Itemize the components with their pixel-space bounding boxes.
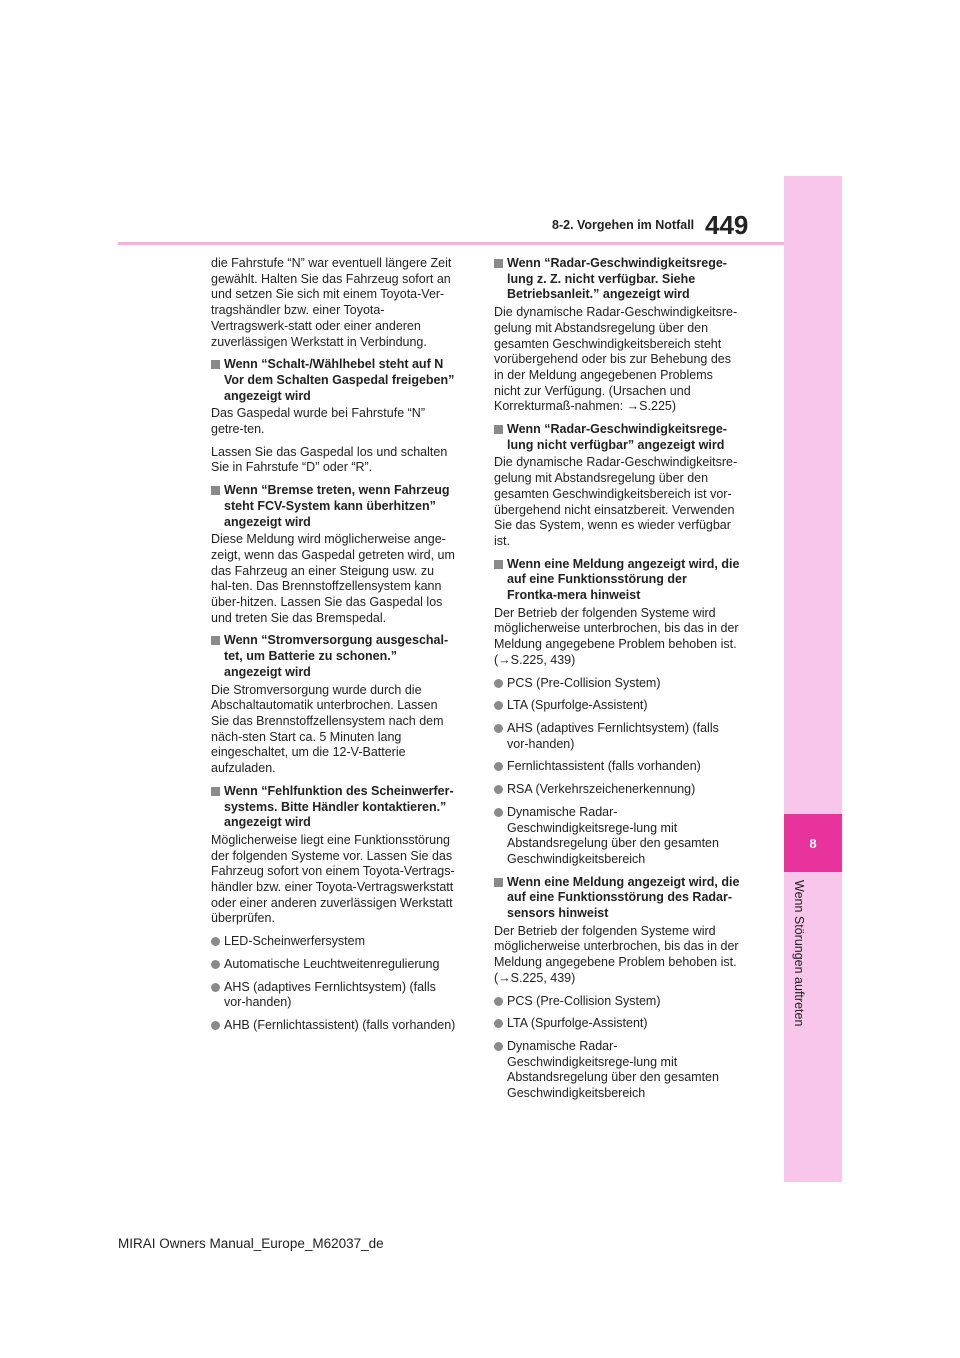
list-item-text: AHS (adaptives Fernlichtsystem) (falls vor-handen) <box>507 720 719 751</box>
round-bullet-icon <box>494 724 503 733</box>
paragraph: Möglicherweise liegt eine Funktionsstörung der folgenden Systeme vor. Lassen Sie das Fahrzeug sofort von einem Toyota-Vertrags-händler bzw. einer Toyota-Vertragswerkstatt oder einer anderen zuverlässigen Werkstatt überprüfen. <box>211 832 455 926</box>
list-item <box>494 759 740 775</box>
heading-text: Wenn “Radar-Geschwindigkeitsrege-lung nicht verfügbar” angezeigt wird <box>507 422 727 452</box>
list-item <box>211 980 457 1011</box>
section-heading <box>494 422 740 453</box>
round-bullet-icon <box>494 679 503 688</box>
paragraph: Diese Meldung wird möglicherweise ange-zeigt, wenn das Gaspedal getreten wird, um das Fahrzeug an einer Steigung usw. zu hal-ten. Das Brennstoffzellensystem kann über-hitzen. Lassen Sie das Gaspedal los und treten Sie das Bremspedal. <box>211 532 455 625</box>
list-item <box>211 934 457 950</box>
square-bullet-icon <box>211 486 220 495</box>
square-bullet-icon <box>494 878 503 887</box>
round-bullet-icon <box>494 997 503 1006</box>
list-item <box>494 1016 740 1032</box>
heading-text: Wenn “Schalt-/Wählhebel steht auf N Vor dem Schalten Gaspedal freigeben” angezeigt wird <box>224 357 455 403</box>
round-bullet-icon <box>494 1042 503 1051</box>
section-heading <box>211 784 457 831</box>
square-bullet-icon <box>211 787 220 796</box>
list-item-text: Dynamische Radar-Geschwindigkeitsrege-lung mit Abstandsregelung über den gesamten Geschwindigkeitsbereich <box>507 804 719 866</box>
round-bullet-icon <box>494 762 503 771</box>
list-item <box>494 721 740 752</box>
list-item <box>211 957 457 973</box>
right-column <box>494 256 740 1109</box>
header-rule <box>118 242 784 245</box>
chapter-title: Wenn Störungen auftreten <box>792 880 806 1027</box>
left-column <box>211 256 457 1041</box>
paragraph: Der Betrieb der folgenden Systeme wird möglicherweise unterbrochen, bis das in der Meldung angegebene Problem behoben ist. (→S.225, 439) <box>494 923 739 985</box>
section-heading <box>211 357 457 404</box>
square-bullet-icon <box>494 259 503 268</box>
list-item-text: PCS (Pre-Collision System) <box>507 993 661 1008</box>
list-item-text: LTA (Spurfolge-Assistent) <box>507 698 648 713</box>
section-heading <box>211 633 457 680</box>
heading-text: Wenn “Stromversorgung ausgeschal-tet, um Batterie zu schonen.” angezeigt wird <box>224 633 449 679</box>
paragraph: Die dynamische Radar-Geschwindigkeitsre-gelung mit Abstandsregelung über den gesamten Geschwindigkeitsbereich ist vor-übergehend nicht einsatzbereit. Verwenden Sie das System, wenn es wieder verfügbar ist. <box>494 455 738 548</box>
round-bullet-icon <box>211 983 220 992</box>
list-item <box>494 698 740 714</box>
list-item <box>211 1018 457 1034</box>
paragraph: Der Betrieb der folgenden Systeme wird möglicherweise unterbrochen, bis das in der Meldung angegebene Problem behoben ist. (→S.225, 439) <box>494 605 739 667</box>
heading-text: Wenn eine Meldung angezeigt wird, die auf eine Funktionsstörung des Radar-sensors hinweist <box>507 874 740 921</box>
heading-text: Wenn “Radar-Geschwindigkeitsrege-lung z. Z. nicht verfügbar. Siehe Betriebsanleit.” angezeigt wird <box>507 256 727 302</box>
round-bullet-icon <box>211 1021 220 1030</box>
list-item-text: LED-Scheinwerfersystem <box>224 934 366 949</box>
list-item <box>494 805 740 868</box>
square-bullet-icon <box>211 636 220 645</box>
round-bullet-icon <box>494 808 503 817</box>
list-item-text: LTA (Spurfolge-Assistent) <box>507 1016 648 1031</box>
section-heading <box>494 557 740 604</box>
intro-paragraph: die Fahrstufe “N” war eventuell längere Zeit gewählt. Halten Sie das Fahrzeug sofort an und setzen Sie sich mit einem Toyota-Ver-tragshändler bzw. einer Toyota-Vertragswerk-statt oder einer anderen zuverlässigen Werkstatt in Verbindung. <box>211 256 452 349</box>
section-heading <box>211 483 457 530</box>
heading-text: Wenn “Fehlfunktion des Scheinwerfer-systems. Bitte Händler kontaktieren.” angezeigt wird <box>224 783 454 830</box>
list-item <box>494 782 740 798</box>
list-item <box>494 1039 740 1102</box>
round-bullet-icon <box>211 937 220 946</box>
round-bullet-icon <box>494 701 503 710</box>
list-item-text: AHB (Fernlichtassistent) (falls vorhanden) <box>224 1017 456 1032</box>
list-item-text: RSA (Verkehrszeichenerkennung) <box>507 782 696 797</box>
list-item-text: Fernlichtassistent (falls vorhanden) <box>507 759 701 774</box>
section-heading <box>494 256 740 303</box>
round-bullet-icon <box>494 785 503 794</box>
round-bullet-icon <box>211 960 220 969</box>
section-heading <box>494 875 740 922</box>
heading-text: Wenn “Bremse treten, wenn Fahrzeug steht FCV-System kann überhitzen” angezeigt wird <box>224 483 450 529</box>
list-item <box>494 994 740 1010</box>
page-number: 449 <box>705 210 749 240</box>
footer-text: MIRAI Owners Manual_Europe_M62037_de <box>118 1236 384 1251</box>
square-bullet-icon <box>494 425 503 434</box>
round-bullet-icon <box>494 1019 503 1028</box>
section-title: 8-2. Vorgehen im Notfall <box>552 218 695 232</box>
list-item <box>494 676 740 692</box>
paragraph: Die dynamische Radar-Geschwindigkeitsre-gelung mit Abstandsregelung über den gesamten Geschwindigkeitsbereich steht vorübergehend oder bis zur Behebung des in der Meldung angegebenen Problems nicht zur Verfügung. (Ursachen und Korrekturmaß-nahmen: →S.225) <box>494 305 738 414</box>
list-item-text: PCS (Pre-Collision System) <box>507 675 661 690</box>
list-item-text: AHS (adaptives Fernlichtsystem) (falls vor-handen) <box>224 979 436 1010</box>
square-bullet-icon <box>211 360 220 369</box>
list-item-text: Automatische Leuchtweitenregulierung <box>224 956 440 971</box>
list-item-text: Dynamische Radar-Geschwindigkeitsrege-lung mit Abstandsregelung über den gesamten Geschwindigkeitsbereich <box>507 1038 719 1101</box>
paragraph: Lassen Sie das Gaspedal los und schalten Sie in Fahrstufe “D” oder “R”. <box>211 444 448 475</box>
square-bullet-icon <box>494 560 503 569</box>
heading-text: Wenn eine Meldung angezeigt wird, die auf eine Funktionsstörung der Frontka-mera hinweist <box>507 556 740 603</box>
paragraph: Das Gaspedal wurde bei Fahrstufe “N” getre-ten. <box>211 406 425 437</box>
paragraph: Die Stromversorgung wurde durch die Abschaltautomatik unterbrochen. Lassen Sie das Brennstoffzellensystem nach dem näch-sten Start ca. 5 Minuten lang eingeschaltet, um die 12-V-Batterie aufzuladen. <box>211 682 444 776</box>
chapter-number: 8 <box>784 814 842 872</box>
